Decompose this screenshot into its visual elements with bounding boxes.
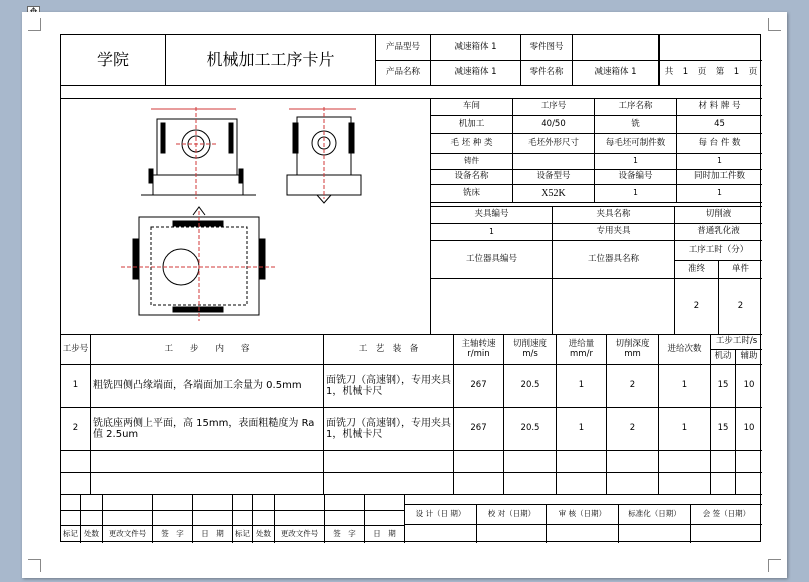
page-corner-mark xyxy=(768,18,781,31)
step-row-1-aux: 10 xyxy=(736,365,762,408)
simul-label: 同时加工件数 xyxy=(677,170,762,185)
process-card-table xyxy=(60,34,761,542)
revision-cell xyxy=(275,511,325,526)
header-blank-cell xyxy=(659,35,762,61)
spindle-unit: r/min xyxy=(467,348,490,359)
revision-cell xyxy=(325,495,365,511)
review-value xyxy=(547,525,619,543)
part-drawing-area xyxy=(61,99,431,335)
feed-unit: mm/r xyxy=(570,348,593,359)
product-model-value: 减速箱体 1 xyxy=(431,35,521,61)
header-spacer xyxy=(61,86,762,99)
equip-model-value: X52K xyxy=(513,185,595,203)
total-value: 1 xyxy=(682,67,689,78)
step-row-1-no: 1 xyxy=(61,365,91,408)
revision-cell xyxy=(193,495,233,511)
front-view-drawing xyxy=(141,107,256,199)
step-row-1-content: 粗铣四侧凸缘端面，各端面加工余量为 0.5mm xyxy=(91,365,324,408)
step-time-header: 工步工时/s xyxy=(711,335,762,350)
change-doc-label: 更改文件号 xyxy=(103,526,153,543)
op-no-value: 40/50 xyxy=(513,116,595,134)
document-page xyxy=(22,12,787,578)
empty-row-cell xyxy=(454,451,504,473)
part-name-value: 减速箱体 1 xyxy=(573,61,659,86)
side-view-drawing xyxy=(287,107,361,203)
page-count xyxy=(659,61,762,86)
part-drawing-no-label: 零件图号 xyxy=(521,35,573,61)
revision-cell xyxy=(253,495,275,511)
material-value: 45 xyxy=(677,116,762,134)
step-row-2-content: 铣底座两侧上平面，高 15mm，表面粗糙度为 Ra 值 2.5um xyxy=(91,408,324,451)
empty-row-cell xyxy=(659,451,711,473)
standard-label: 标准化（日期） xyxy=(619,505,691,525)
proof-label: 校 对（日期） xyxy=(477,505,547,525)
proof-value xyxy=(477,525,547,543)
empty-row-cell xyxy=(711,451,736,473)
count-label-2: 处数 xyxy=(253,526,275,543)
product-name-label: 产品名称 xyxy=(376,61,431,86)
step-row-2-no: 2 xyxy=(61,408,91,451)
revision-cell xyxy=(153,495,193,511)
date-label: 日 期 xyxy=(193,526,233,543)
revision-cell xyxy=(103,511,153,526)
mark-label-2: 标记 xyxy=(233,526,253,543)
change-doc-label-2: 更改文件号 xyxy=(275,526,325,543)
blank-size-label: 毛坯外形尺寸 xyxy=(513,134,595,154)
step-row-2-equipment: 面铣刀（高速钢），专用夹具 1，机械卡尺 xyxy=(324,408,454,451)
revision-cell xyxy=(365,495,405,511)
equip-model-label: 设备型号 xyxy=(513,170,595,185)
empty-row-cell xyxy=(557,473,607,495)
product-model-label: 产品型号 xyxy=(376,35,431,61)
speed-unit: m/s xyxy=(522,348,538,359)
equip-no-label: 设备编号 xyxy=(595,170,677,185)
revision-cell xyxy=(61,511,81,526)
aux-time-header: 辅助 xyxy=(736,350,762,365)
total-label: 共 xyxy=(664,67,674,78)
blank-size-value xyxy=(513,154,595,170)
spindle-header xyxy=(454,335,504,365)
page-label: 第 xyxy=(715,67,725,78)
fixture-no-value: 1 xyxy=(431,224,553,241)
prep-value: 2 xyxy=(675,279,719,335)
op-time-label: 工序工时（分） xyxy=(675,241,762,261)
fixture-no-label: 夹具编号 xyxy=(431,207,553,224)
revision-cell xyxy=(61,495,81,511)
part-drawing-svg xyxy=(61,99,431,335)
step-row-2-speed: 20.5 xyxy=(504,408,557,451)
passes-header: 进给次数 xyxy=(659,335,711,365)
page-corner-mark xyxy=(768,559,781,572)
design-value xyxy=(405,525,477,543)
step-row-2-spindle: 267 xyxy=(454,408,504,451)
step-row-2-feed: 1 xyxy=(557,408,607,451)
pieces-per-blank-value: 1 xyxy=(595,154,677,170)
step-row-2-passes: 1 xyxy=(659,408,711,451)
signature-label-2: 签 字 xyxy=(325,526,365,543)
spindle-label: 主轴转速 xyxy=(461,338,496,349)
part-drawing-no-value xyxy=(573,35,659,61)
empty-row-cell xyxy=(454,473,504,495)
feed-header xyxy=(557,335,607,365)
workshop-label: 车间 xyxy=(431,99,513,116)
card-title: 机械加工工序卡片 xyxy=(166,35,376,86)
page-unit: 页 xyxy=(697,67,707,78)
revision-cell xyxy=(325,511,365,526)
station-tool-name-label: 工位器具名称 xyxy=(553,241,675,279)
speed-label: 切削速度 xyxy=(512,338,547,349)
station-tool-name-value xyxy=(553,279,675,335)
revision-cell xyxy=(153,511,193,526)
page-corner-mark xyxy=(28,559,41,572)
workshop-value: 机加工 xyxy=(431,116,513,134)
step-row-1-depth: 2 xyxy=(607,365,659,408)
pieces-per-unit-label: 每 台 件 数 xyxy=(677,134,762,154)
empty-row-cell xyxy=(607,473,659,495)
empty-row-cell xyxy=(659,473,711,495)
step-row-1-feed: 1 xyxy=(557,365,607,408)
fixture-name-label: 夹具名称 xyxy=(553,207,675,224)
top-view-drawing xyxy=(121,207,276,321)
op-name-value: 铣 xyxy=(595,116,677,134)
empty-row-cell xyxy=(324,451,454,473)
equip-name-label: 设备名称 xyxy=(431,170,513,185)
product-name-value: 减速箱体 1 xyxy=(431,61,521,86)
date-label-2: 日 期 xyxy=(365,526,405,543)
equip-no-value: 1 xyxy=(595,185,677,203)
step-row-2-depth: 2 xyxy=(607,408,659,451)
step-row-1-spindle: 267 xyxy=(454,365,504,408)
step-row-1-speed: 20.5 xyxy=(504,365,557,408)
unit-value: 2 xyxy=(719,279,762,335)
signoff-blank xyxy=(405,495,762,505)
revision-cell xyxy=(233,511,253,526)
depth-header xyxy=(607,335,659,365)
step-row-1-passes: 1 xyxy=(659,365,711,408)
step-row-2-aux: 10 xyxy=(736,408,762,451)
machine-time-header: 机动 xyxy=(711,350,736,365)
countersign-label: 会 签（日期） xyxy=(691,505,762,525)
mark-label: 标记 xyxy=(61,526,81,543)
revision-cell xyxy=(103,495,153,511)
countersign-value xyxy=(691,525,762,543)
review-label: 审 核（日期） xyxy=(547,505,619,525)
blank-type-label: 毛 坯 种 类 xyxy=(431,134,513,154)
pieces-per-unit-value: 1 xyxy=(677,154,762,170)
equip-name-value: 铣床 xyxy=(431,185,513,203)
empty-row-cell xyxy=(91,473,324,495)
station-tool-no-label: 工位器具编号 xyxy=(431,241,553,279)
empty-row-cell xyxy=(736,451,762,473)
prep-label: 准终 xyxy=(675,261,719,279)
unit-label: 单件 xyxy=(719,261,762,279)
empty-row-cell xyxy=(711,473,736,495)
step-no-header: 工步号 xyxy=(61,335,91,365)
speed-header xyxy=(504,335,557,365)
signature-label: 签 字 xyxy=(153,526,193,543)
pieces-per-blank-label: 每毛坯可制件数 xyxy=(595,134,677,154)
depth-label: 切削深度 xyxy=(615,338,650,349)
part-name-label: 零件名称 xyxy=(521,61,573,86)
revision-cell xyxy=(275,495,325,511)
count-label: 处数 xyxy=(81,526,103,543)
blank-type-value: 铸件 xyxy=(431,154,513,170)
empty-row-cell xyxy=(61,451,91,473)
revision-cell xyxy=(233,495,253,511)
station-tool-no-value xyxy=(431,279,553,335)
step-content-header: 工 步 内 容 xyxy=(91,335,324,365)
fixture-name-value: 专用夹具 xyxy=(553,224,675,241)
empty-row-cell xyxy=(91,451,324,473)
page-unit-2: 页 xyxy=(748,67,758,78)
material-label: 材 料 牌 号 xyxy=(677,99,762,116)
step-equipment-header: 工 艺 装 备 xyxy=(324,335,454,365)
revision-cell xyxy=(253,511,275,526)
feed-label: 进给量 xyxy=(568,338,595,349)
empty-row-cell xyxy=(504,473,557,495)
page-value: 1 xyxy=(733,67,740,78)
revision-cell xyxy=(81,511,103,526)
empty-row-cell xyxy=(557,451,607,473)
op-no-label: 工序号 xyxy=(513,99,595,116)
empty-row-cell xyxy=(504,451,557,473)
coolant-value: 普通乳化液 xyxy=(675,224,762,241)
empty-row-cell xyxy=(607,451,659,473)
step-row-1-equipment: 面铣刀（高速钢），专用夹具 1，机械卡尺 xyxy=(324,365,454,408)
school-cell: 学院 xyxy=(61,35,166,86)
coolant-label: 切削液 xyxy=(675,207,762,224)
depth-unit: mm xyxy=(624,348,641,359)
revision-cell xyxy=(81,495,103,511)
empty-row-cell xyxy=(61,473,91,495)
op-name-label: 工序名称 xyxy=(595,99,677,116)
revision-cell xyxy=(193,511,233,526)
empty-row-cell xyxy=(324,473,454,495)
revision-cell xyxy=(365,511,405,526)
empty-row-cell xyxy=(736,473,762,495)
simul-value: 1 xyxy=(677,185,762,203)
standard-value xyxy=(619,525,691,543)
page-corner-mark xyxy=(28,18,41,31)
step-row-1-machine: 15 xyxy=(711,365,736,408)
step-row-2-machine: 15 xyxy=(711,408,736,451)
design-label: 设 计（日 期） xyxy=(405,505,477,525)
